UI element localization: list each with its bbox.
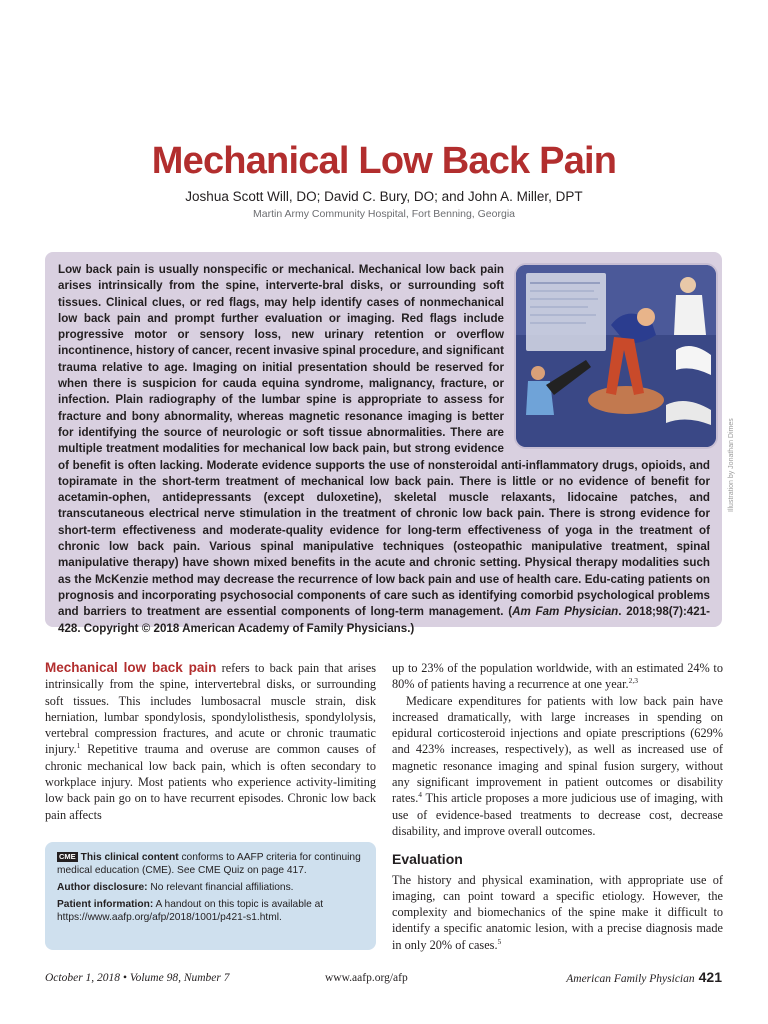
page-number: 421 (698, 969, 722, 985)
illustration-credit: Illustration by Jonathan Dimes (728, 418, 735, 512)
body-paragraph-2: Medicare expenditures for patients with low back pain have increased dramatically, with large increases in spending on epidural corticosteroid injections and opiate prescriptions (629% and 423% increases, respectively), as well as increased use of magnetic resonance imaging and spinal fusion surgery, without any significant improvement in patient outcomes or disability rates.$^4$ This article proposes a more judicious use of imaging, with use of evidence-based treatments to decrease cost, decrease disability, and improve overall outcomes. (392, 693, 723, 838)
body-paragraph-1: Mechanical low back pain refers to back pain that arises intrinsically from the spine, intervertebral disks, or surrounding soft tissues. This includes lumbosacral muscle strain, disk herniation, lumbar spondylosis, spondylolisthesis, spondylolysis, vertebral compression fractures, and acute or chronic traumatic injury.$^1$ Repetitive trauma and overuse are common causes of chronic mechanical low back pain, which is often secondary to workplace injury. Most patients who experience activity-limiting low back pain go on to have recurrent episodes. Chronic low back pain affects (45, 660, 376, 822)
body-paragraph-3: The history and physical examination, with appropriate use of imaging, can point toward a specific etiology. However, the complexity and biomechanics of the spine make it difficult to identify a specific anatomic lesion, with a precise diagnosis made in only 20% of cases.$^5$ (392, 872, 723, 952)
article-title: Mechanical Low Back Pain (151, 140, 617, 182)
cme-statement: CME This clinical content conforms to AAFP criteria for continuing medical education (CME). See CME Quiz on page 417. (57, 852, 361, 876)
section-heading-evaluation: Evaluation (392, 851, 463, 868)
cme-badge: CME (59, 852, 76, 861)
body-paragraph-1-continued: up to 23% of the population worldwide, with an estimated 24% to 80% of patients having a recurrence at one year.$^{2,3}$ (392, 661, 723, 692)
footer-issue: October 1, 2018 • Volume 98, Number 7 (45, 972, 230, 984)
lead-term: Mechanical low back pain (45, 660, 217, 675)
body-column-right (392, 660, 723, 953)
patient-information: Patient information: A handout on this topic is available at https://www.aafp.org/afp/2018/1001/p421-s1.html. (57, 899, 324, 923)
abstract-text: Low back pain is usually nonspecific or mechanical. Mechanical low back pain arises intrinsically from the spine, interverte-bral disks, or surrounding soft tissues. Clinical clues, or red flags, may help identify cases of nonmechanical low back pain and prompt further evaluation or imaging. Red flags include progressive motor or sensory loss, new urinary retention or overflow incontinence, history of cancer, recent invasive spinal procedure, and significant trauma relative to age. Imaging on initial presentation should be reserved for when there is suspicion for cauda equina syndrome, malignancy, fracture, or infection. Plain radiography of the lumbar spine is appropriate to assess for fracture and bony abnormality, whereas magnetic resonance imaging is better for identifying the source of neurologic or soft tissue abnormalities. There are multiple treatment modalities for mechanical low back pain, but strong evidence of benefit is often lacking. Moderate evidence supports the use of nonsteroidal anti-inflammatory drugs, opioids, and topiramate in the short-term treatment of mechanical low back pain. There is little or no evidence of benefit for acetamin-ophen, antidepressants (except duloxetine), skeletal muscle relaxants, lidocaine patches, and transcutaneous electrical nerve stimulation in the treatment of chronic low back pain. There is strong evidence for short-term effectiveness and moderate-quality evidence for long-term effectiveness of yoga in the treatment of chronic low back pain. Various spinal manipulative techniques (osteopathic manipulative treatment, spinal manipulative therapy) have shown mixed benefits in the acute and chronic setting. Physical therapy modalities such as the McKenzie method may decrease the recurrence of low back pain and use of health care. Edu-cating patients on prognosis and incorporating psychosocial components of care such as identifying comorbid psychological problems and barriers to treatment are essential components of long-term management. (Am Fam Physician. 2018;98(7):421-428. Copyright © 2018 American Academy of Family Physicians.) (58, 262, 710, 637)
footer-url: www.aafp.org/afp (325, 972, 408, 984)
cme-info-box (45, 842, 376, 950)
author-disclosure: Author disclosure: No relevant financial affiliations. (57, 882, 294, 893)
author-affiliation: Martin Army Community Hospital, Fort Benning, Georgia (252, 208, 515, 220)
article-authors: Joshua Scott Will, DO; David C. Bury, DO; and John A. Miller, DPT (185, 189, 583, 204)
body-column-left (45, 660, 376, 823)
abstract-box (45, 252, 722, 635)
journal-name: Am Fam Physician (512, 605, 619, 619)
illustration-graphic (516, 265, 716, 447)
footer-journal: American Family Physician 421 (566, 969, 722, 985)
abstract-illustration (516, 265, 716, 447)
